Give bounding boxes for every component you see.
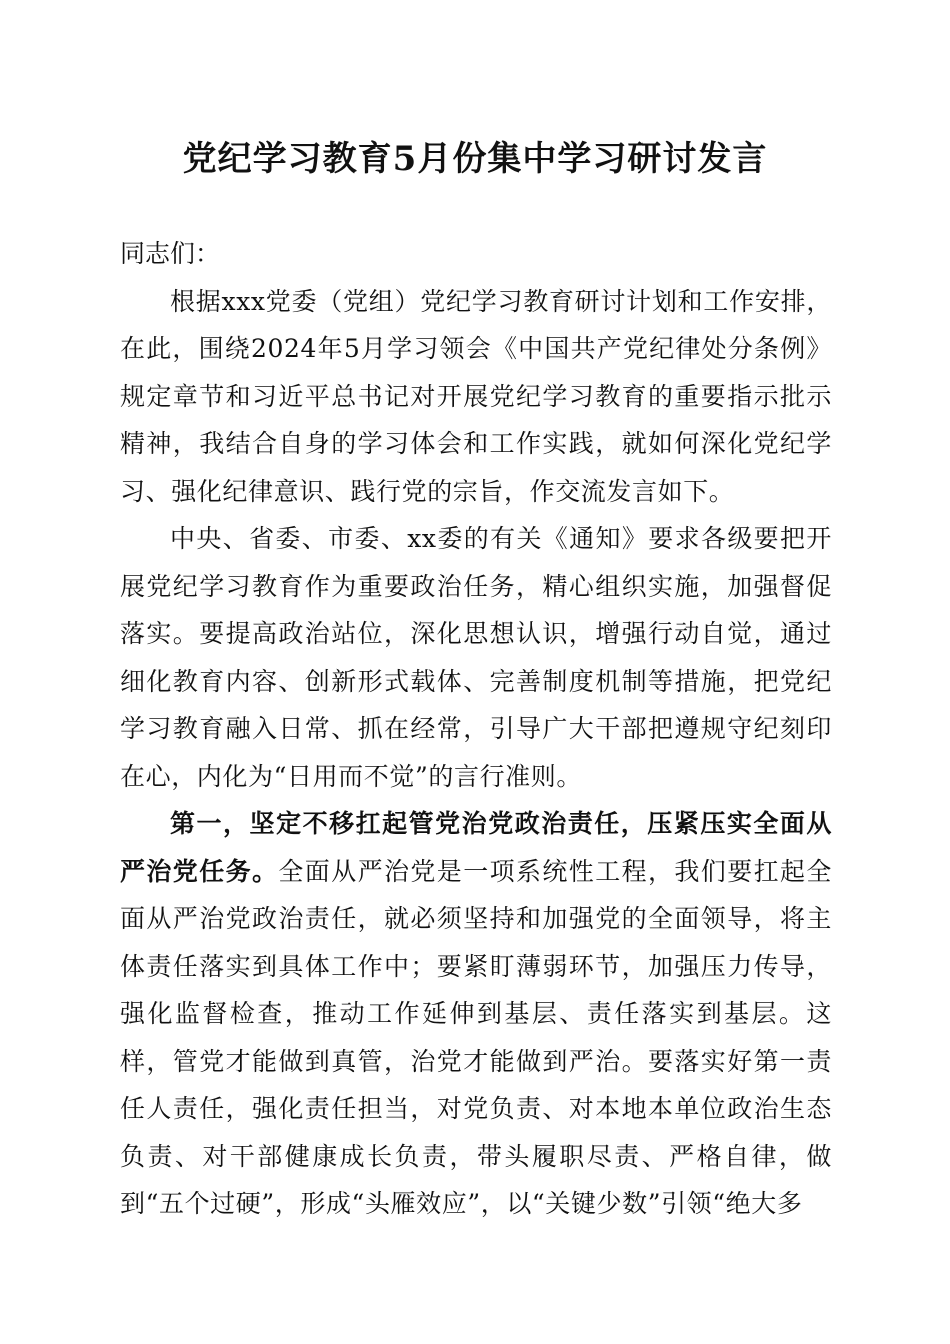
paragraph-3 [120, 800, 832, 1228]
paragraph-text: 中央、省委、市委、xx委的有关《通知》要求各级要把开展党纪学习教育作为重要政治任务，精心组织实施，加强督促落实。要提高政治站位，深化思想认识，增强行动自觉，通过细化教育内容、创新形式载体、完善制度机制等措施，把党纪学习教育融入日常、抓在经常，引导广大干部把遵规守纪刻印在心，内化为“日用而不觉”的言行准则。 [120, 524, 832, 791]
paragraph-text: 根据xxx党委（党组）党纪学习教育研讨计划和工作安排，在此，围绕2024年5月学习领会《中国共产党纪律处分条例》规定章节和习近平总书记对开展党纪学习教育的重要指示批示精神，我结合自身的学习体会和工作实践，就如何深化党纪学习、强化纪律意识、践行党的宗旨，作交流发言如下。 [120, 286, 832, 506]
paragraph-text: 全面从严治党是一项系统性工程，我们要扛起全面从严治党政治责任，就必须坚持和加强党的全面领导，将主体责任落实到具体工作中；要紧盯薄弱环节，加强压力传导，强化监督检查，推动工作延伸到基层、责任落实到基层。这样，管党才能做到真管，治党才能做到严治。要落实好第一责任人责任，强化责任担当，对党负责、对本地本单位政治生态负责、对干部健康成长负责，带头履职尽责、严格自律，做到“五个过硬”，形成“头雁效应”，以“关键少数”引领“绝大多 [120, 856, 832, 1218]
paragraph-1 [120, 278, 832, 516]
document-body [120, 230, 832, 1228]
paragraph-lead: 第一，坚定不移扛起管党治党政治责任，压紧压实全面从严治党任务。 [120, 809, 832, 886]
salutation: 同志们： [120, 239, 221, 268]
document-title: 党纪学习教育5月份集中学习研讨发言 [182, 139, 768, 179]
paragraph-2 [120, 515, 832, 800]
